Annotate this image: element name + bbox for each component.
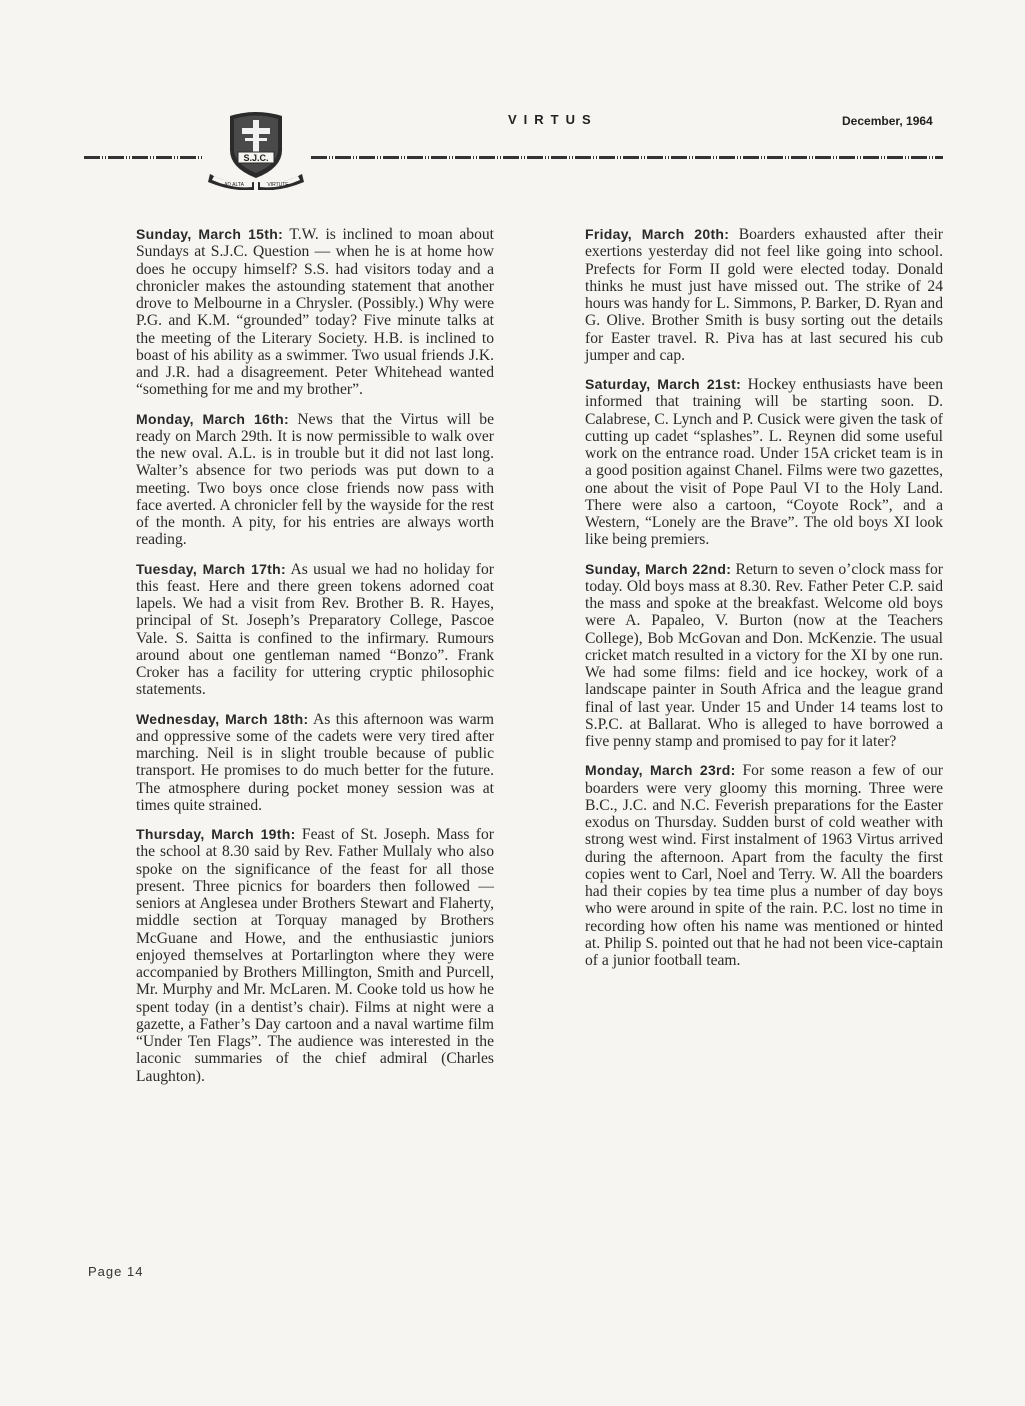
school-crest-icon [204,106,308,190]
diary-entry [585,762,943,969]
diary-entry [136,226,494,399]
diary-entry [585,226,943,364]
entry-heading: Wednesday, March 18th: [136,710,309,727]
header-rule-right [311,156,943,159]
entry-text: As usual we had no holiday for this feast. Here and there green tokens adorned coat lapels. We had a visit from Rev. Brother B. R. Hayes, principal of St. Joseph’s Preparatory College, Pascoe Vale. S. Saitta is confined to the infirmary. Rumours around about one gentleman named “Bonzo”. Frank Croker has a facility for uttering cryptic philosophic statements. [136,560,494,699]
entry-text: Feast of St. Joseph. Mass for the school at 8.30 said by Rev. Father Mullaly who also spoke on the significance of the feast for all those present. Three picnics for boarders then followed — seniors at Anglesea under Brothers Stewart and Flaherty, middle section at Torquay managed by Brothers McGuane and Howe, and the enthusiastic juniors enjoyed themselves at Portarlington where they were accompanied by Brothers Millington, Smith and Purcell, Mr. Murphy and Mr. McLaren. M. Cooke told us how he spent today (in a dentist’s chair). Films at night were a gazette, a Father’s Day cartoon and a naval wartime film “Under Ten Flags”. The audience was interested in the laconic summaries of the chief admiral (Charles Laughton). [136,826,494,1085]
issue-date: December, 1964 [842,114,933,128]
entry-text: For some reason a few of our boarders were very gloomy this morning. Three were B.C., J.C. and N.C. Feverish preparations for the Easter exodus on Thursday. Sudden burst of cold weather with strong west wind. First instalment of 1963 Virtus arrived during the afternoon. Apart from the faculty the first copies went to Carl, Noel and Terry. W. All the boarders had their copies by tea time plus a number of day boys who were around in spite of the rain. P.C. lost no time in recording how often his name was mentioned or hinted at. Philip S. pointed out that he had not been vice-captain of a junior football team. [585,762,943,969]
crest-motto-right: VIRTUTE [267,182,289,188]
crest-motto-left: AD ALTA [224,182,244,188]
diary-entry [136,561,494,699]
left-column [136,226,494,1097]
crest-initials: S.J.C. [243,153,269,163]
entry-heading: Monday, March 16th: [136,410,289,427]
entry-heading: Friday, March 20th: [585,226,730,242]
diary-entry [136,826,494,1085]
right-column [585,226,943,981]
entry-heading: Saturday, March 21st: [585,376,742,392]
entry-text: News that the Virtus will be ready on March 29th. It is now permissible to walk over the new oval. A.L. is in trouble but it did not last long. Walter’s absence for two periods was put down to a meeting. Two boys once close friends now pass with face averted. A chronicler fell by the wayside for the rest of the month. A pity, for his entries are always worth reading. [136,410,494,549]
diary-entry [585,376,943,549]
diary-entry [585,561,943,751]
entry-heading: Sunday, March 22nd: [585,560,732,577]
diary-entry [136,711,494,815]
header-rule-left [84,156,204,159]
entry-heading: Sunday, March 15th: [136,226,284,242]
entry-text: Hockey enthusiasts have been informed that training will be starting soon. D. Calabrese, C. Lynch and P. Cusick were given the task of cutting up cadet “splashes”. L. Reynen did some useful work on the entrance road. Under 15A cricket team is in a good position against Chanel. Films were two gazettes, one about the visit of Pope Paul VI to the Holy Land. There were also a cartoon, “Coyote Rock”, and a Western, “Lonely are the Brave”. The old boys XI look like being premiers. [585,376,944,549]
entry-text: Boarders exhausted after their exertions yesterday did not feel like going into school. Prefects for Form II gold were elected today. Donald thinks he must just have missed out. The strike of 24 hours was handy for L. Simmons, P. Barker, D. Ryan and G. Olive. Brother Smith is busy sorting out the details for Easter travel. R. Piva has at last secured his cub jumper and cap. [585,226,943,364]
diary-entry [136,411,494,549]
page-number: Page 14 [88,1264,144,1279]
entry-text: T.W. is inclined to moan about Sundays at S.J.C. Question — when he is at home how does he occupy himself? S.S. had visitors today and a chronicler makes the astounding statement that another drove to Melbourne in a Chrysler. (Possibly.) Why were P.G. and K.M. “grounded” today? Five minute talks at the meeting of the Literary Society. H.B. is inclined to boast of his ability as a swimmer. Two usual friends J.K. and J.R. had a disagreement. Peter Whitehead wanted “something for me and my brother”. [136,226,494,399]
entry-heading: Monday, March 23rd: [585,762,736,779]
entry-text: Return to seven o’clock mass for today. Old boys mass at 8.30. Rev. Father Peter C.P. said the mass and spoke at the breakfast. Welcome old boys were A. Papaleo, V. Burton (now at the Teachers College), Bob McGovan and Don. McKenzie. The usual cricket match resulted in a victory for the XI by one run. We had some films: field and ice hockey, work of a landscape painter in South Africa and the league grand final of last year. Under 15 and Under 14 teams lost to S.P.C. at Ballarat. Who is alleged to have borrowed a five penny stamp and promised to pay for it later? [585,560,943,750]
entry-text: As this afternoon was warm and oppressive some of the cadets were very tired after marching. Neil is in slight trouble because of public transport. He promises to do much better for the future. The atmosphere during pocket money session was at times quite strained. [136,710,494,814]
entry-heading: Tuesday, March 17th: [136,560,286,577]
publication-title: VIRTUS [508,112,598,127]
entry-heading: Thursday, March 19th: [136,826,296,842]
